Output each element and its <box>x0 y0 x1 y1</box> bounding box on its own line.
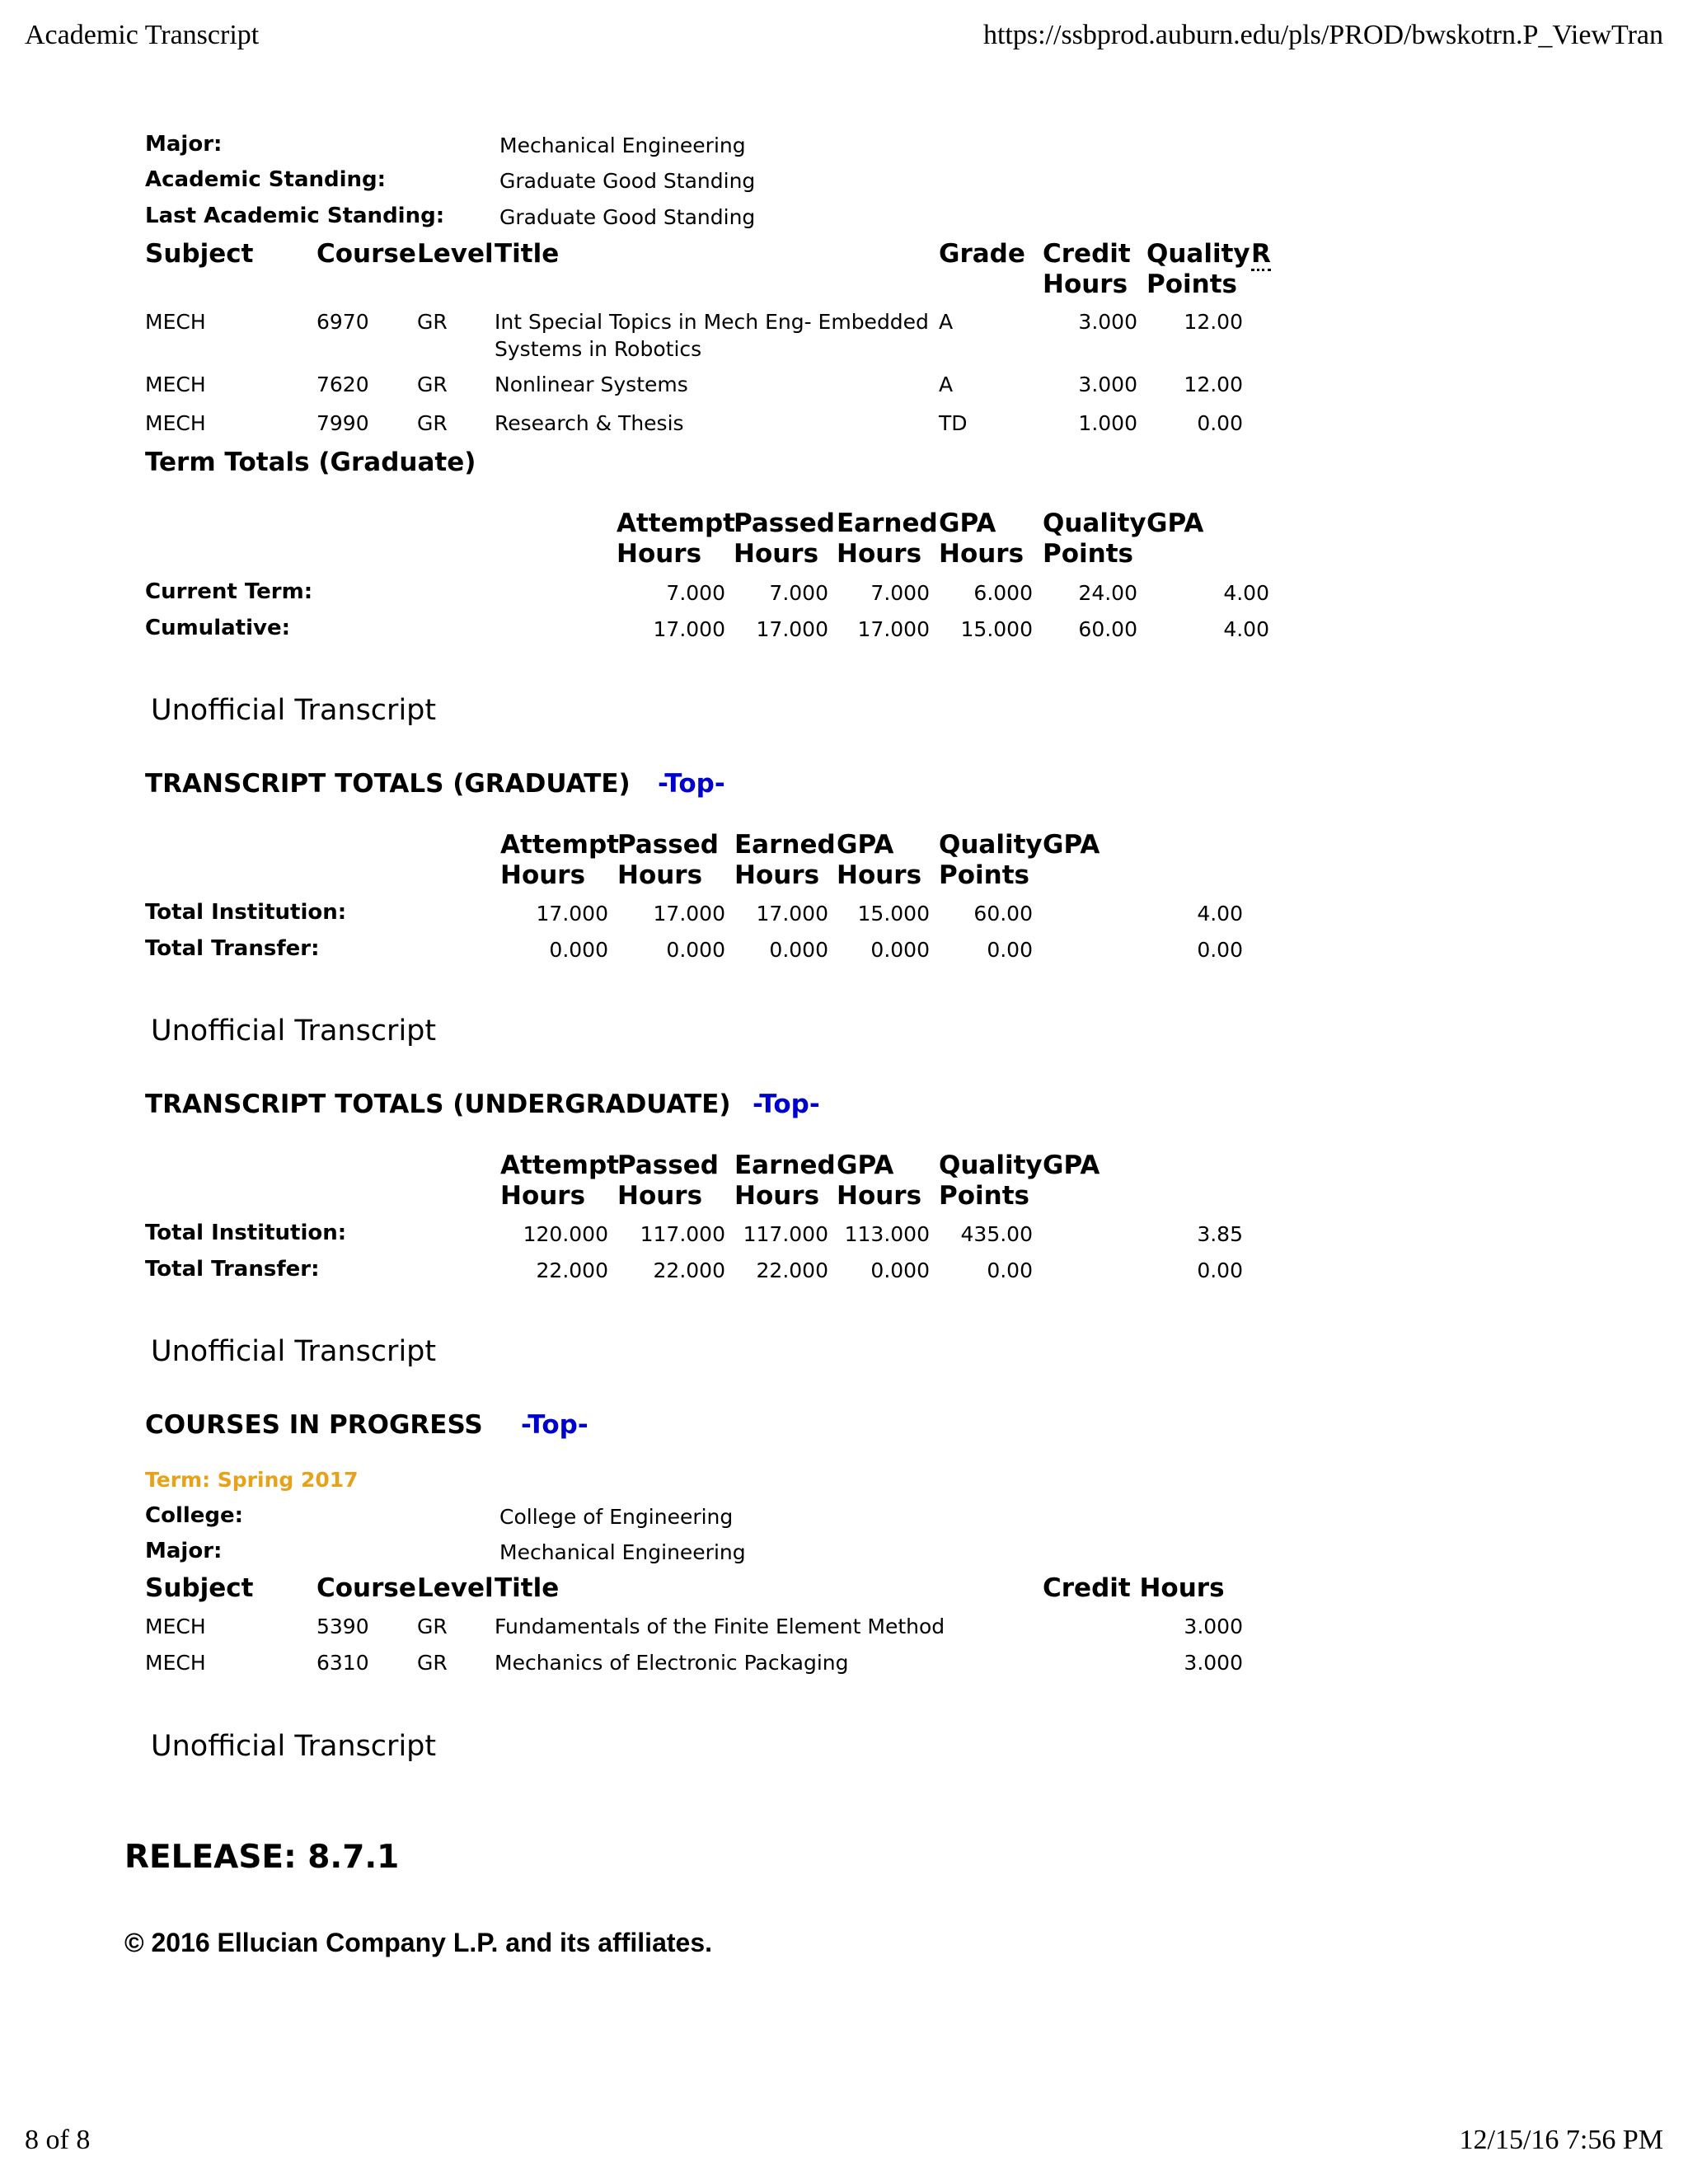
course-grade: A <box>939 373 954 396</box>
unofficial-transcript-label: Unofficial Transcript <box>151 1015 437 1047</box>
col-quality-header: Quality Points <box>1146 239 1250 299</box>
unofficial-transcript-label: Unofficial Transcript <box>151 1335 437 1368</box>
course-title: Fundamentals of the Finite Element Method <box>495 1615 945 1638</box>
course-quality: 0.00 <box>1197 411 1243 435</box>
col-grade-header: Grade <box>939 239 1025 269</box>
passed-hours: 22.000 <box>653 1258 725 1282</box>
attempt-hours: 120.000 <box>523 1222 608 1246</box>
course-credit: 3.000 <box>1078 310 1137 334</box>
row-label: Total Institution: <box>145 900 347 925</box>
course-level: GR <box>417 373 448 396</box>
unofficial-transcript-label: Unofficial Transcript <box>151 1730 437 1763</box>
col-gpa-hours-header: GPA Hours <box>939 509 1025 569</box>
course-level: GR <box>417 1651 448 1675</box>
page-number: 8 of 8 <box>25 2125 91 2155</box>
col-quality-points-header: Quality Points <box>1043 509 1146 569</box>
earned-hours: 17.000 <box>857 617 930 641</box>
gpa-hours: 6.000 <box>973 581 1033 605</box>
course-credit: 3.000 <box>1184 1615 1243 1638</box>
gpa-value: 3.85 <box>1197 1222 1243 1246</box>
quality-points: 60.00 <box>973 902 1033 926</box>
course-subject: MECH <box>145 411 206 435</box>
passed-hours: 17.000 <box>756 617 828 641</box>
attempt-hours: 7.000 <box>666 581 725 605</box>
col-title-header: Title <box>495 239 560 269</box>
major-label: Major: <box>145 1539 223 1563</box>
transcript-totals-graduate-heading: TRANSCRIPT TOTALS (GRADUATE) <box>145 769 631 799</box>
course-quality: 12.00 <box>1184 310 1243 334</box>
col-attempt-header: Attempt Hours <box>500 1151 619 1211</box>
col-level-header: Level <box>417 239 494 269</box>
course-level: GR <box>417 411 448 435</box>
quality-points: 435.00 <box>960 1222 1033 1246</box>
quality-points: 0.00 <box>987 1258 1033 1282</box>
row-label: Total Institution: <box>145 1221 347 1245</box>
col-level-header: Level <box>417 1573 494 1603</box>
course-title: Nonlinear Systems <box>495 373 688 396</box>
course-level: GR <box>417 310 448 334</box>
earned-hours: 7.000 <box>870 581 930 605</box>
last-academic-standing-label: Last Academic Standing: <box>145 204 445 228</box>
top-link[interactable]: -Top- <box>521 1410 588 1440</box>
passed-hours: 117.000 <box>640 1222 725 1246</box>
earned-hours: 117.000 <box>743 1222 828 1246</box>
course-title: Mechanics of Electronic Packaging <box>495 1651 849 1675</box>
course-credit: 1.000 <box>1078 411 1137 435</box>
print-header-url: https://ssbprod.auburn.edu/pls/PROD/bwskotrn.P_ViewTran <box>982 20 1663 50</box>
course-credit: 3.000 <box>1078 373 1137 396</box>
attempt-hours: 17.000 <box>536 902 608 926</box>
col-credit-hours-header: Credit Hours <box>1043 1573 1225 1603</box>
col-gpa-header: GPA <box>1043 830 1100 860</box>
gpa-value: 4.00 <box>1223 581 1269 605</box>
quality-points: 60.00 <box>1078 617 1137 641</box>
print-datetime: 12/15/16 7:56 PM <box>1459 2125 1663 2155</box>
college-label: College: <box>145 1503 244 1528</box>
col-earned-header: Earned Hours <box>837 509 938 569</box>
col-credit-header: Credit Hours <box>1043 239 1131 299</box>
col-attempt-header: Attempt Hours <box>500 830 619 890</box>
row-label: Cumulative: <box>145 616 290 640</box>
course-subject: MECH <box>145 1615 206 1638</box>
attempt-hours: 17.000 <box>653 617 725 641</box>
col-r-header: R <box>1251 239 1271 269</box>
last-academic-standing-value: Graduate Good Standing <box>499 205 756 229</box>
col-subject-header: Subject <box>145 1573 254 1603</box>
gpa-hours: 113.000 <box>844 1222 930 1246</box>
academic-standing-label: Academic Standing: <box>145 167 387 192</box>
col-passed-header: Passed Hours <box>617 830 719 890</box>
course-number: 6970 <box>316 310 369 334</box>
col-earned-header: Earned Hours <box>734 1151 836 1211</box>
col-attempt-header: Attempt Hours <box>617 509 735 569</box>
col-gpa-header: GPA <box>1043 1151 1100 1180</box>
gpa-value: 0.00 <box>1197 1258 1243 1282</box>
gpa-value: 4.00 <box>1197 902 1243 926</box>
top-link[interactable]: -Top- <box>658 769 725 799</box>
row-label: Current Term: <box>145 579 313 604</box>
term-totals-heading: Term Totals (Graduate) <box>145 448 476 477</box>
print-header-title: Academic Transcript <box>25 20 260 50</box>
col-gpa-header: GPA <box>1146 509 1204 538</box>
unofficial-transcript-label: Unofficial Transcript <box>151 694 437 727</box>
passed-hours: 7.000 <box>769 581 828 605</box>
major-value: Mechanical Engineering <box>499 134 746 157</box>
course-grade: A <box>939 310 954 334</box>
major-label: Major: <box>145 132 223 157</box>
course-title: Research & Thesis <box>495 411 684 435</box>
gpa-hours: 15.000 <box>857 902 930 926</box>
col-quality-points-header: Quality Points <box>939 830 1043 890</box>
quality-points: 0.00 <box>987 938 1033 962</box>
course-credit: 3.000 <box>1184 1651 1243 1675</box>
copyright-notice: © 2016 Ellucian Company L.P. and its affiliates. <box>124 1928 712 1957</box>
gpa-hours: 15.000 <box>960 617 1033 641</box>
passed-hours: 0.000 <box>666 938 725 962</box>
earned-hours: 17.000 <box>756 902 828 926</box>
course-number: 7990 <box>316 411 369 435</box>
earned-hours: 22.000 <box>756 1258 828 1282</box>
college-value: College of Engineering <box>499 1505 734 1529</box>
course-number: 6310 <box>316 1651 369 1675</box>
passed-hours: 17.000 <box>653 902 725 926</box>
col-quality-points-header: Quality Points <box>939 1151 1043 1211</box>
course-subject: MECH <box>145 310 206 334</box>
gpa-hours: 0.000 <box>870 938 930 962</box>
attempt-hours: 0.000 <box>549 938 608 962</box>
col-course-header: Course <box>316 239 416 269</box>
attempt-hours: 22.000 <box>536 1258 608 1282</box>
gpa-hours: 0.000 <box>870 1258 930 1282</box>
transcript-totals-undergraduate-heading: TRANSCRIPT TOTALS (UNDERGRADUATE) <box>145 1090 731 1119</box>
col-title-header: Title <box>495 1573 560 1603</box>
col-subject-header: Subject <box>145 239 254 269</box>
top-link[interactable]: -Top- <box>753 1090 820 1119</box>
row-label: Total Transfer: <box>145 1257 320 1282</box>
release-version: RELEASE: 8.7.1 <box>124 1839 400 1876</box>
course-number: 5390 <box>316 1615 369 1638</box>
col-passed-header: Passed Hours <box>617 1151 719 1211</box>
courses-in-progress-heading: COURSES IN PROGRESS <box>145 1410 483 1440</box>
earned-hours: 0.000 <box>769 938 828 962</box>
course-title: Int Special Topics in Mech Eng- Embedded Systems in Robotics <box>495 310 929 361</box>
gpa-value: 0.00 <box>1197 938 1243 962</box>
course-grade: TD <box>939 411 968 435</box>
course-subject: MECH <box>145 1651 206 1675</box>
quality-points: 24.00 <box>1078 581 1137 605</box>
col-gpa-hours-header: GPA Hours <box>837 830 922 890</box>
col-earned-header: Earned Hours <box>734 830 836 890</box>
major-value: Mechanical Engineering <box>499 1540 746 1564</box>
col-gpa-hours-header: GPA Hours <box>837 1151 922 1211</box>
gpa-value: 4.00 <box>1223 617 1269 641</box>
row-label: Total Transfer: <box>145 936 320 961</box>
col-course-header: Course <box>316 1573 416 1603</box>
col-passed-header: Passed Hours <box>734 509 835 569</box>
course-level: GR <box>417 1615 448 1638</box>
course-subject: MECH <box>145 373 206 396</box>
term-label: Term: Spring 2017 <box>145 1468 359 1492</box>
academic-standing-value: Graduate Good Standing <box>499 169 756 193</box>
course-quality: 12.00 <box>1184 373 1243 396</box>
course-number: 7620 <box>316 373 369 396</box>
